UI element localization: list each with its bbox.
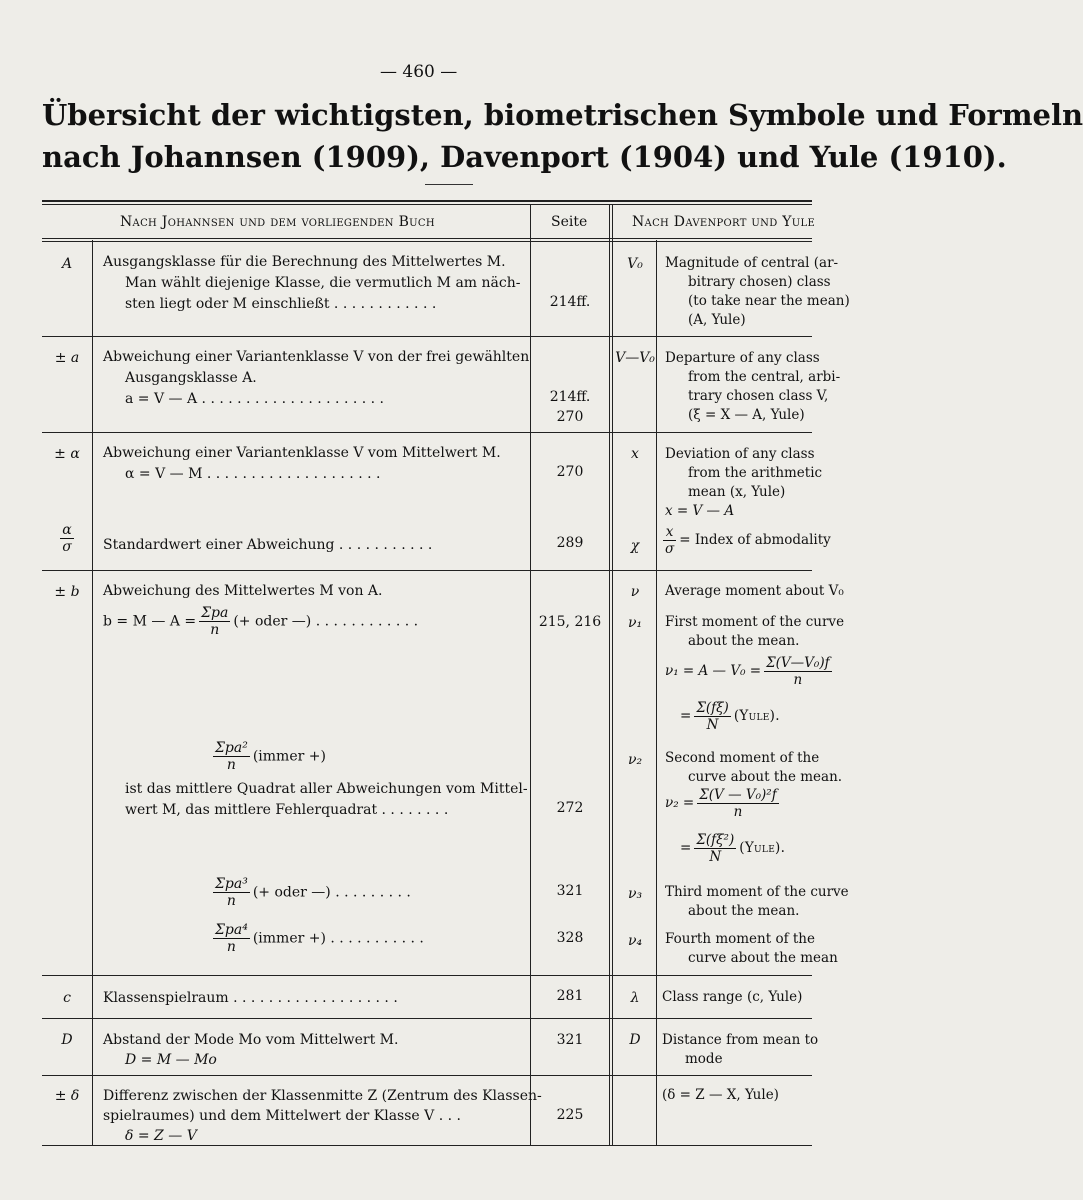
nu1-yule-numerator: Σ(fξ) (696, 700, 729, 716)
row-D-line-2: D = M — Mo (125, 1052, 217, 1068)
row-delta-english: (δ = Z — X, Yule) (662, 1087, 779, 1103)
row-A-english-4: (A, Yule) (688, 312, 746, 328)
row-rule-4 (42, 975, 812, 976)
row-c-page: 281 (556, 988, 584, 1004)
row-b-page: 215, 216 (538, 614, 602, 630)
row-delta-line-3: δ = Z — V (125, 1128, 197, 1144)
nu1-denominator: n (793, 672, 803, 688)
row-b-third-formula (210, 876, 411, 909)
symbol-x: x (631, 446, 639, 462)
header-left: Nach Johannsen und dem vorliegenden Buch (120, 214, 435, 230)
symbol-V-minus-V0: V—V₀ (615, 350, 655, 366)
symbol-nu: ν (630, 584, 640, 600)
nu2-yule-suffix: (Yule). (739, 840, 786, 856)
row-b-english-first-formula-2 (680, 700, 780, 733)
row-rule-2 (42, 432, 812, 433)
row-delta-line-2: spielraumes) und dem Mittelwert der Klasse V . . . (103, 1108, 461, 1124)
row-A-page: 214ff. (549, 294, 591, 310)
title-underline (425, 184, 473, 185)
symbol-sigma-denominator: σ (62, 539, 72, 555)
symbol-nu4: ν₄ (627, 933, 643, 949)
row-D-english-1: Distance from mean to (662, 1032, 819, 1048)
row-a-english-4: (ξ = X — A, Yule) (688, 407, 805, 423)
row-rule-3 (42, 570, 812, 571)
row-alpha-english-2: from the arithmetic (688, 465, 823, 481)
nu1-yule-denominator: N (706, 717, 719, 733)
table-top-rule-2 (42, 204, 812, 205)
row-b-fourth-page: 328 (556, 930, 584, 946)
symbol-A: A (61, 256, 73, 272)
col-rule-symbol (92, 240, 93, 1145)
symbol-plus-minus-delta: ± δ (54, 1088, 80, 1104)
header-rule-2 (42, 241, 812, 242)
row-b-square-formula (210, 740, 326, 773)
symbol-nu3: ν₃ (627, 886, 643, 902)
row-b-english-fourth-1: Fourth moment of the (665, 931, 815, 947)
col-rule-english-symbol (656, 240, 657, 1145)
english-x-numerator: x (663, 524, 676, 541)
formula-b-numerator: Σpa (201, 605, 229, 621)
row-rule-6 (42, 1075, 812, 1076)
row-standard-line-1: Standardwert einer Abweichung . . . . . . . . . . . (103, 537, 433, 553)
row-b-square-line-2: wert M, das mittlere Fehlerquadrat . . . . . . . . (125, 802, 449, 818)
row-a-line-2: Ausgangsklasse A. (125, 370, 257, 386)
row-rule-1 (42, 336, 812, 337)
row-b-english-fourth-2: curve about the mean (688, 950, 838, 966)
row-a-english-1: Departure of any class (665, 350, 820, 366)
row-standard-english (660, 524, 831, 557)
third-numerator: Σpa³ (215, 876, 248, 892)
english-abmodality-text: = Index of abmodality (679, 532, 831, 548)
row-a-page-1: 214ff. (549, 389, 591, 405)
row-alpha-english-1: Deviation of any class (665, 446, 815, 462)
nu1-numerator: Σ(V—V₀)f (766, 655, 830, 671)
row-b-line-1: Abweichung des Mittelwertes M von A. (103, 583, 383, 599)
row-delta-line-1: Differenz zwischen der Klassenmitte Z (Zentrum des Klassen- (103, 1088, 542, 1104)
header-rule (42, 238, 812, 239)
symbol-D-english: D (629, 1032, 641, 1048)
third-suffix: (+ oder —) . . . . . . . . . (252, 884, 411, 901)
row-b-english-first-formula (665, 655, 835, 688)
nu2-numerator: Σ(V — V₀)²f (699, 787, 777, 803)
third-denominator: n (226, 893, 236, 909)
row-b-english-second-2: curve about the mean. (688, 769, 843, 785)
symbol-lambda: λ (630, 990, 640, 1006)
row-b-formula (103, 605, 418, 638)
row-A-line-1: Ausgangsklasse für die Berechnung des Mittelwertes M. (103, 254, 506, 270)
row-b-english-second-formula (665, 787, 782, 820)
row-standard-page: 289 (556, 535, 584, 551)
symbol-V0: V₀ (627, 256, 643, 272)
row-b-english-first-1: First moment of the curve (665, 614, 845, 630)
symbol-alpha-numerator: α (60, 522, 74, 539)
row-alpha-line-2: α = V — M . . . . . . . . . . . . . . . . . . . . (125, 466, 381, 482)
row-b-fourth-formula (210, 922, 424, 955)
fourth-numerator: Σpa⁴ (215, 922, 248, 938)
header-page: Seite (551, 214, 588, 230)
row-rule-5 (42, 1018, 812, 1019)
page-title-line-1: Übersicht der wichtigsten, biometrischen Symbole und Formeln (42, 98, 1083, 132)
row-b-english-second-formula-2 (680, 832, 785, 865)
row-b-english-third-1: Third moment of the curve (665, 884, 849, 900)
page-number: — 460 — (380, 62, 458, 82)
row-A-english-2: bitrary chosen) class (688, 274, 831, 290)
symbol-nu1: ν₁ (627, 615, 643, 631)
square-numerator: Σpa² (215, 740, 248, 756)
nu2-prefix: ν₂ = (665, 795, 695, 811)
page-title-line-2: nach Johannsen (1909), Davenport (1904) und Yule (1910). (42, 140, 1007, 174)
square-denominator: n (226, 757, 236, 773)
row-b-english-first-2: about the mean. (688, 633, 800, 649)
row-b-english-second-1: Second moment of the (665, 750, 820, 766)
row-b-english-avg: Average moment about V₀ (665, 583, 844, 599)
row-alpha-line-1: Abweichung einer Variantenklasse V vom Mittelwert M. (103, 445, 501, 461)
row-a-line-3: a = V — A . . . . . . . . . . . . . . . . . . . . . (125, 391, 385, 407)
table-top-rule (42, 200, 812, 202)
nu2-yule-denominator: N (709, 849, 722, 865)
row-c-line-1: Klassenspielraum . . . . . . . . . . . . . . . . . . . (103, 990, 398, 1006)
nu2-denominator: n (733, 804, 743, 820)
symbol-chi: χ (630, 538, 640, 554)
row-A-line-3: sten liegt oder M einschließt . . . . . . . . . . . . (125, 296, 437, 312)
row-alpha-english-4: x = V — A (665, 503, 735, 519)
symbol-plus-minus-b: ± b (54, 584, 80, 600)
fourth-denominator: n (226, 939, 236, 955)
nu1-prefix: ν₁ = A — V₀ = (665, 663, 762, 679)
row-A-line-2: Man wählt diejenige Klasse, die vermutlich M am näch- (125, 275, 521, 291)
row-b-square-line-1: ist das mittlere Quadrat aller Abweichungen vom Mittel- (125, 781, 528, 797)
symbol-alpha-over-sigma (42, 522, 92, 555)
row-D-english-2: mode (685, 1051, 723, 1067)
symbol-plus-minus-a: ± a (54, 350, 80, 366)
nu1-yule-prefix: = (680, 708, 692, 724)
symbol-plus-minus-alpha: ± α (54, 446, 80, 462)
row-b-square-page: 272 (556, 800, 584, 816)
row-A-english-3: (to take near the mean) (688, 293, 850, 309)
row-b-third-page: 321 (556, 883, 584, 899)
row-a-line-1: Abweichung einer Variantenklasse V von der frei gewählten (103, 349, 530, 365)
nu2-yule-prefix: = (680, 840, 692, 856)
row-alpha-page: 270 (556, 464, 584, 480)
english-sigma-denominator: σ (665, 541, 675, 557)
row-a-english-2: from the central, arbi- (688, 369, 841, 385)
row-a-page-2: 270 (556, 409, 584, 425)
row-c-english: Class range (c, Yule) (662, 989, 803, 1005)
nu1-yule-suffix: (Yule). (733, 708, 780, 724)
formula-b-suffix: (+ oder —) . . . . . . . . . . . . (233, 613, 419, 630)
symbol-nu2: ν₂ (627, 752, 643, 768)
row-D-line-1: Abstand der Mode Mo vom Mittelwert M. (103, 1032, 399, 1048)
formula-b-denominator: n (210, 622, 220, 638)
row-alpha-english-3: mean (x, Yule) (688, 484, 786, 500)
fourth-suffix: (immer +) . . . . . . . . . . . (252, 930, 424, 947)
row-A-english-1: Magnitude of central (ar- (665, 255, 839, 271)
formula-b-prefix: b = M — A = (103, 613, 197, 630)
row-D-page: 321 (556, 1032, 584, 1048)
row-b-english-third-2: about the mean. (688, 903, 800, 919)
row-a-english-3: trary chosen class V, (688, 388, 829, 404)
nu2-yule-numerator: Σ(fξ²) (696, 832, 735, 848)
symbol-c: c (63, 990, 71, 1006)
header-right: Nach Davenport und Yule (632, 214, 816, 230)
symbol-D: D (61, 1032, 73, 1048)
square-suffix: (immer +) (252, 748, 326, 765)
row-delta-page: 225 (556, 1107, 584, 1123)
